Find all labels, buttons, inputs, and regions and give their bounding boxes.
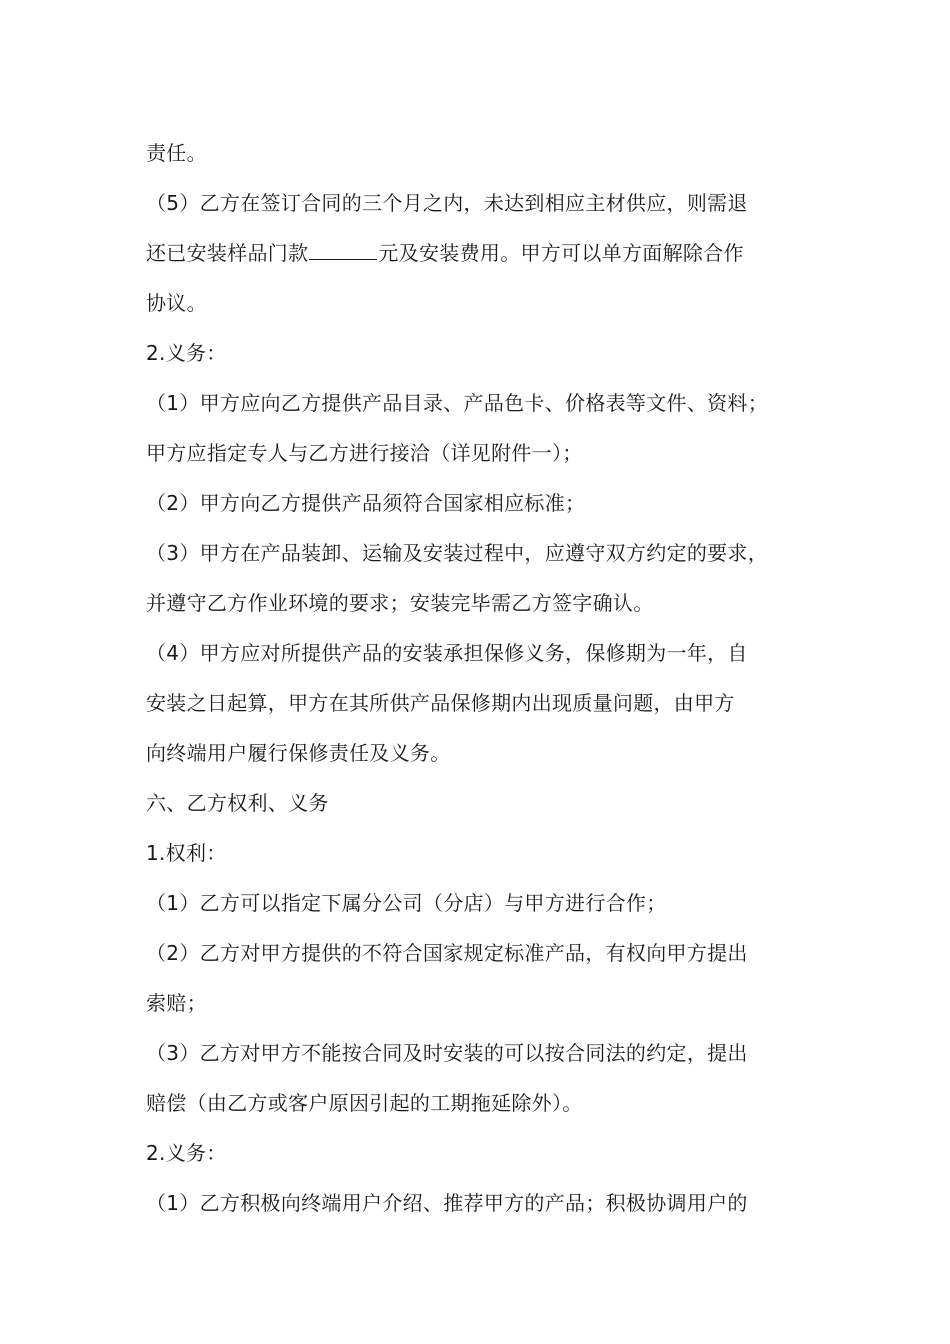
text-line: （2）甲方向乙方提供产品须符合国家相应标准； [146, 491, 586, 515]
text-line: 责任。 [146, 141, 207, 165]
text-line: 安装之日起算，甲方在其所供产品保修期内出现质量问题，由甲方 [146, 691, 735, 715]
text-line: （4）甲方应对所提供产品的安装承担保修义务，保修期为一年，自 [146, 641, 748, 665]
text-line: 协议。 [146, 291, 207, 315]
text-line: （3）乙方对甲方不能按合同及时安装的可以按合同法的约定，提出 [146, 1041, 748, 1065]
text-line: 赔偿（由乙方或客户原因引起的工期拖延除外）。 [146, 1091, 583, 1115]
text-line: （1）乙方积极向终端用户介绍、推荐甲方的产品；积极协调用户的 [146, 1191, 748, 1215]
text-line: 向终端用户履行保修责任及义务。 [146, 741, 451, 765]
text-segment: 元及安装费用。甲方可以单方面解除合作 [378, 241, 744, 265]
amount-blank [309, 241, 377, 260]
text-line: （5）乙方在签订合同的三个月之内，未达到相应主材供应，则需退 [146, 191, 748, 215]
text-line: （2）乙方对甲方提供的不符合国家规定标准产品，有权向甲方提出 [146, 941, 748, 965]
section-heading: 六、乙方权利、义务 [146, 791, 329, 815]
text-line: （3）甲方在产品装卸、运输及安装过程中，应遵守双方约定的要求， [146, 541, 769, 565]
document-body [146, 128, 826, 1228]
text-line: 索赔； [146, 991, 207, 1015]
section-heading: 2.义务： [146, 341, 227, 365]
text-line: （1）甲方应向乙方提供产品目录、产品色卡、价格表等文件、资料； [146, 391, 769, 415]
text-line-with-blank [146, 228, 826, 278]
text-line: （1）乙方可以指定下属分公司（分店）与甲方进行合作； [146, 891, 667, 915]
text-line: 甲方应指定专人与乙方进行接洽（详见附件一）； [146, 441, 583, 465]
text-segment: 还已安装样品门款 [146, 241, 309, 265]
section-heading: 2.义务： [146, 1141, 227, 1165]
section-heading: 1.权利： [146, 841, 227, 865]
text-line: 并遵守乙方作业环境的要求；安装完毕需乙方签字确认。 [146, 591, 654, 615]
